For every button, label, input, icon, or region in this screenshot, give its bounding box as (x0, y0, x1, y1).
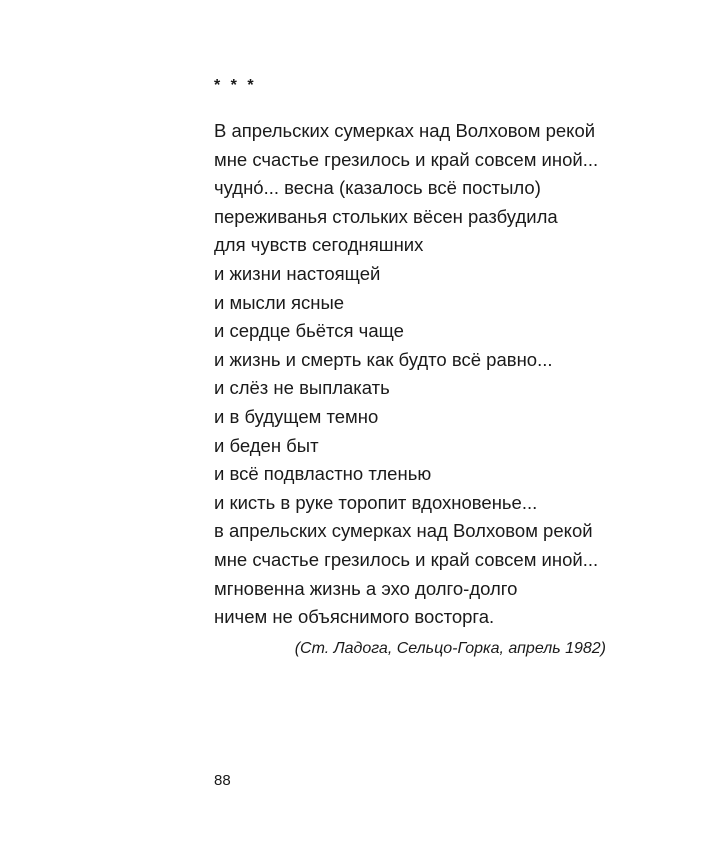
poem-line: и кисть в руке торопит вдохновенье... (214, 491, 538, 513)
poem (214, 117, 654, 632)
poem-line: В апрельских сумерках над Волховом рекой (214, 120, 596, 141)
poem-line: и жизни настоящей (214, 262, 381, 284)
section-separator: * * * (214, 77, 257, 94)
poem-signature: (Ст. Ладога, Сельцо-Горка, апрель 1982) (294, 640, 606, 657)
poem-line: чудно́... весна (казалось всё постыло) (214, 177, 541, 199)
poem-line: в апрельских сумерках над Волховом рекой (214, 520, 593, 542)
poem-line: и в будущем темно (214, 405, 379, 427)
page-number: 88 (214, 772, 231, 789)
poem-line: переживанья стольких вёсен разбудила (214, 205, 558, 227)
poem-line: и мысли ясные (214, 291, 345, 313)
poem-line: и сердце бьётся чаще (214, 320, 404, 342)
poem-line: ничем не объяснимого восторга. (214, 606, 495, 628)
poem-line: и жизнь и смерть как будто всё равно... (214, 348, 553, 370)
poem-line: и слёз не выплакать (214, 377, 390, 399)
poem-line: мгновенна жизнь а эхо долго-долго (214, 577, 518, 599)
poem-line: для чувств сегодняшних (214, 234, 424, 256)
poem-line: мне счастье грезилось и край совсем иной... (214, 548, 599, 570)
poem-line: мне счастье грезилось и край совсем иной... (214, 148, 599, 170)
poem-line: и всё подвластно тленью (214, 463, 432, 485)
poem-line: и беден быт (214, 434, 319, 456)
